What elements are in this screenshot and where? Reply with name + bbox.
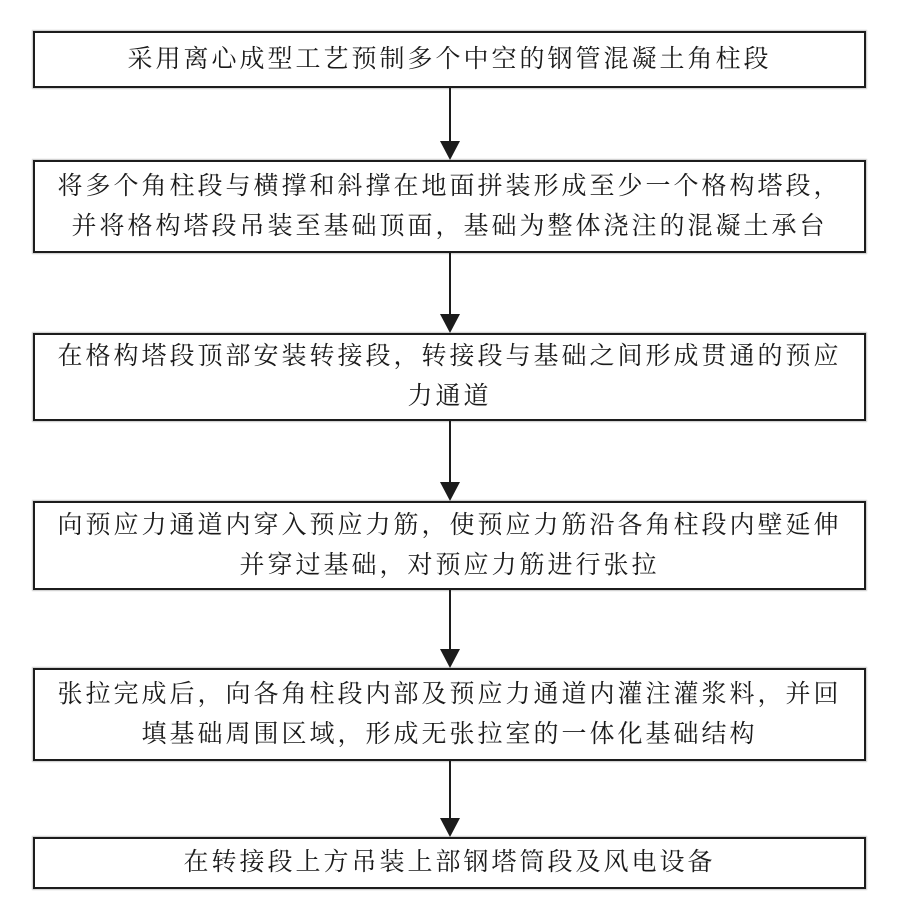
- arrow-line: [449, 421, 451, 482]
- flow-step-3: 在格构塔段顶部安装转接段，转接段与基础之间形成贯通的预应力通道: [33, 333, 866, 421]
- arrow-line: [449, 590, 451, 649]
- flow-arrow-5: [440, 761, 460, 837]
- arrow-line: [449, 253, 451, 314]
- flow-arrow-4: [440, 590, 460, 668]
- arrow-down-icon: [440, 482, 460, 501]
- flow-step-5: 张拉完成后，向各角柱段内部及预应力通道内灌注灌浆料，并回填基础周围区域，形成无张拉室的一体化基础结构: [33, 668, 866, 761]
- arrow-line: [449, 88, 451, 141]
- flow-arrow-2: [440, 253, 460, 333]
- arrow-down-icon: [440, 314, 460, 333]
- flow-step-6: 在转接段上方吊装上部钢塔筒段及风电设备: [33, 837, 866, 889]
- flow-step-4: 向预应力通道内穿入预应力筋，使预应力筋沿各角柱段内壁延伸并穿过基础，对预应力筋进行张拉: [33, 501, 866, 590]
- flow-arrow-1: [440, 88, 460, 160]
- arrow-down-icon: [440, 141, 460, 160]
- arrow-line: [449, 761, 451, 818]
- arrow-down-icon: [440, 649, 460, 668]
- flow-arrow-3: [440, 421, 460, 501]
- arrow-down-icon: [440, 818, 460, 837]
- flow-step-2: 将多个角柱段与横撑和斜撑在地面拼装形成至少一个格构塔段，并将格构塔段吊装至基础顶面，基础为整体浇注的混凝土承台: [33, 160, 866, 253]
- flow-step-1: 采用离心成型工艺预制多个中空的钢管混凝土角柱段: [33, 31, 866, 88]
